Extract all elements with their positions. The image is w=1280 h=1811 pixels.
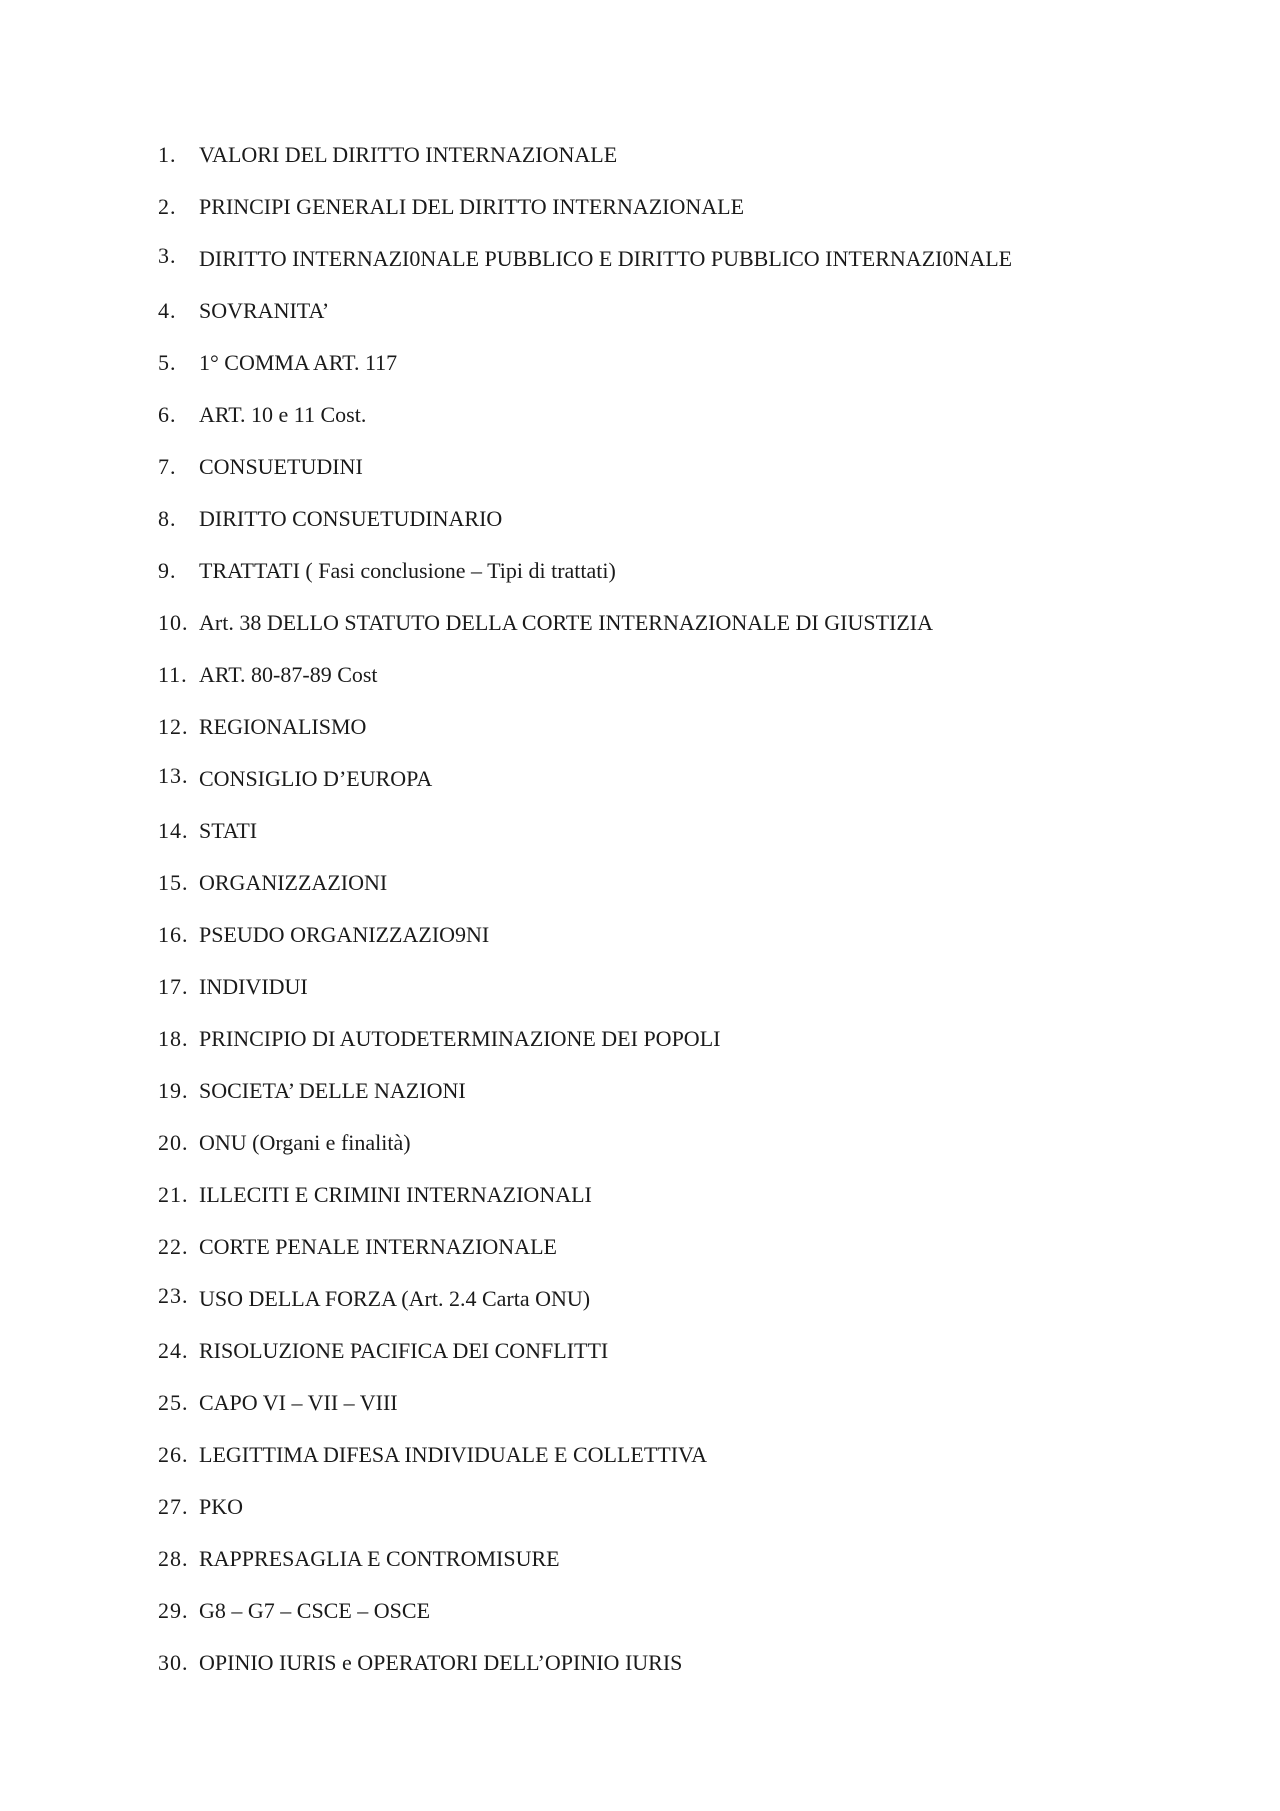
- list-item-text: SOVRANITA’: [199, 298, 330, 323]
- list-item: [158, 1442, 1158, 1494]
- list-item-text: PKO: [199, 1494, 244, 1519]
- list-item-number: 15.: [158, 870, 189, 895]
- list-item: [158, 243, 1158, 298]
- list-item-number: 26.: [158, 1442, 189, 1467]
- list-item-number: 28.: [158, 1546, 189, 1571]
- list-item-number: 8.: [158, 506, 177, 531]
- list-item-text: ORGANIZZAZIONI: [199, 870, 388, 895]
- list-item: [158, 558, 1158, 610]
- list-item-text: TRATTATI ( Fasi conclusione – Tipi di trattati): [199, 558, 616, 583]
- list-item-text: G8 – G7 – CSCE – OSCE: [199, 1598, 431, 1623]
- list-item-number: 24.: [158, 1338, 189, 1363]
- list-item-number: 4.: [158, 298, 177, 323]
- list-item-text: OPINIO IURIS e OPERATORI DELL’OPINIO IURIS: [199, 1650, 683, 1675]
- list-item-number: 18.: [158, 1026, 189, 1051]
- list-item-number: 21.: [158, 1182, 189, 1207]
- list-item-number: 10.: [158, 610, 189, 635]
- list-item-number: 27.: [158, 1494, 189, 1519]
- list-item-number: 23.: [158, 1283, 189, 1308]
- list-item-text: STATI: [199, 818, 258, 843]
- list-item: [158, 1338, 1158, 1390]
- list-item-number: 6.: [158, 402, 177, 427]
- list-item-number: 22.: [158, 1234, 189, 1259]
- list-item-text: ART. 10 e 11 Cost.: [199, 402, 367, 427]
- list-item: [158, 714, 1158, 766]
- list-item-text: ART. 80-87-89 Cost: [199, 662, 378, 687]
- list-item-number: 30.: [158, 1650, 189, 1675]
- list-item-number: 13.: [158, 763, 189, 788]
- list-item-text: INDIVIDUI: [199, 974, 308, 999]
- list-item-number: 14.: [158, 818, 189, 843]
- list-item-number: 17.: [158, 974, 189, 999]
- list-item-text: CORTE PENALE INTERNAZIONALE: [199, 1234, 557, 1259]
- list-item: [158, 922, 1158, 974]
- list-item-number: 25.: [158, 1390, 189, 1415]
- list-item: [158, 1026, 1158, 1078]
- list-item-text: CONSUETUDINI: [199, 454, 363, 479]
- list-item-number: 9.: [158, 558, 177, 583]
- list-item: [158, 1283, 1158, 1338]
- list-item: [158, 974, 1158, 1026]
- list-item-number: 29.: [158, 1598, 189, 1623]
- list-item: [158, 763, 1158, 818]
- list-item-text: PRINCIPIO DI AUTODETERMINAZIONE DEI POPOLI: [199, 1026, 721, 1051]
- list-item: [158, 818, 1158, 870]
- list-item-text: PSEUDO ORGANIZZAZIO9NI: [199, 922, 490, 947]
- list-item: [158, 142, 1158, 194]
- list-item-text: DIRITTO INTERNAZI0NALE PUBBLICO E DIRITTO PUBBLICO INTERNAZI0NALE: [199, 246, 1013, 271]
- list-item-text: ILLECITI E CRIMINI INTERNAZIONALI: [199, 1182, 592, 1207]
- list-item-number: 20.: [158, 1130, 189, 1155]
- list-item-text: VALORI DEL DIRITTO INTERNAZIONALE: [199, 142, 618, 167]
- list-item-number: 1.: [158, 142, 177, 167]
- list-item-text: CONSIGLIO D’EUROPA: [199, 766, 433, 791]
- list-item: [158, 1546, 1158, 1598]
- list-item-number: 5.: [158, 350, 177, 375]
- list-item-number: 3.: [158, 243, 177, 268]
- list-item-number: 7.: [158, 454, 177, 479]
- list-item: [158, 194, 1158, 246]
- list-item-text: SOCIETA’ DELLE NAZIONI: [199, 1078, 466, 1103]
- list-item: [158, 454, 1158, 506]
- list-item: [158, 298, 1158, 350]
- topic-list: [158, 142, 1158, 1702]
- list-item: [158, 402, 1158, 454]
- list-item-text: RAPPRESAGLIA E CONTROMISURE: [199, 1546, 560, 1571]
- list-item: [158, 1598, 1158, 1650]
- list-item: [158, 1650, 1158, 1702]
- list-item: [158, 350, 1158, 402]
- list-item-text: PRINCIPI GENERALI DEL DIRITTO INTERNAZIONALE: [199, 194, 745, 219]
- list-item-text: CAPO VI – VII – VIII: [199, 1390, 398, 1415]
- list-item: [158, 1494, 1158, 1546]
- list-item: [158, 870, 1158, 922]
- list-item-text: USO DELLA FORZA (Art. 2.4 Carta ONU): [199, 1286, 591, 1311]
- list-item-text: LEGITTIMA DIFESA INDIVIDUALE E COLLETTIVA: [199, 1442, 707, 1467]
- list-item-number: 16.: [158, 922, 189, 947]
- list-item-number: 11.: [158, 662, 188, 687]
- list-item: [158, 1078, 1158, 1130]
- list-item-text: Art. 38 DELLO STATUTO DELLA CORTE INTERNAZIONALE DI GIUSTIZIA: [199, 610, 934, 635]
- list-item-text: ONU (Organi e finalità): [199, 1130, 411, 1155]
- list-item-text: DIRITTO CONSUETUDINARIO: [199, 506, 503, 531]
- list-item-text: RISOLUZIONE PACIFICA DEI CONFLITTI: [199, 1338, 609, 1363]
- list-item: [158, 610, 1158, 662]
- list-item-text: 1° COMMA ART. 117: [199, 350, 398, 375]
- list-item: [158, 1234, 1158, 1286]
- list-item: [158, 662, 1158, 714]
- list-item: [158, 506, 1158, 558]
- list-item-number: 12.: [158, 714, 189, 739]
- list-item: [158, 1390, 1158, 1442]
- list-item-number: 2.: [158, 194, 177, 219]
- list-item-text: REGIONALISMO: [199, 714, 367, 739]
- list-item-number: 19.: [158, 1078, 189, 1103]
- list-item: [158, 1182, 1158, 1234]
- list-item: [158, 1130, 1158, 1182]
